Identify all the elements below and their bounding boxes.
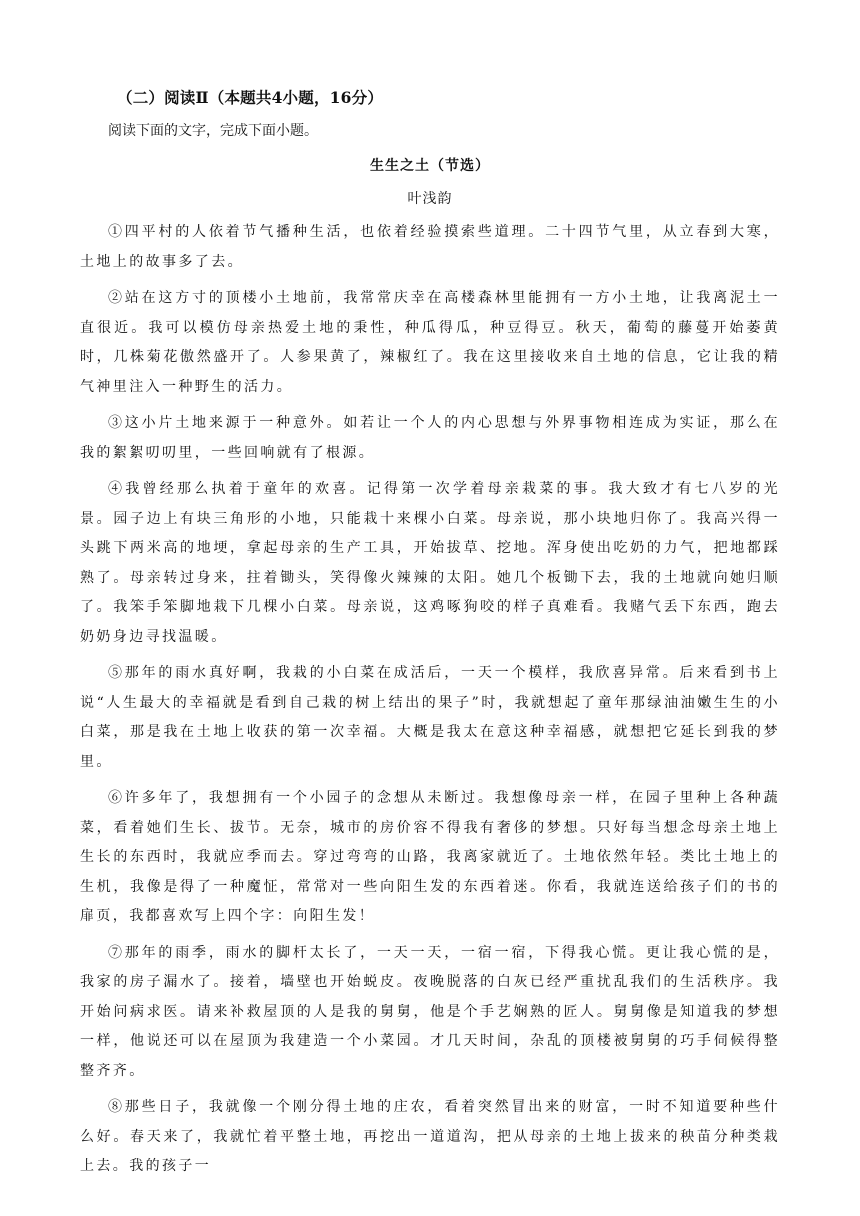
article-title: 生生之土（节选） <box>370 158 490 174</box>
reading-instruction: 阅读下面的文字，完成下面小题。 <box>108 123 318 139</box>
section-heading: （二）阅读Ⅱ（本题共4小题，16分） <box>117 88 384 107</box>
paragraph-1: ①四平村的人依着节气播种生活，也依着经验摸索些道理。二十四节气里，从立春到大寒，土地上的故事多了去。 <box>80 224 780 270</box>
paragraph-3: ③这小片土地来源于一种意外。如若让一个人的内心思想与外界事物相连成为实证，那么在我的絮絮叨叨里，一些回响就有了根源。 <box>80 415 780 461</box>
paragraph-2: ②站在这方寸的顶楼小土地前，我常常庆幸在高楼森林里能拥有一方小土地，让我离泥土一直很近。我可以模仿母亲热爱土地的秉性，种瓜得瓜，种豆得豆。秋天，葡萄的藤蔓开始萎黄时，几株菊花傲然盛开了。人参果黄了，辣椒红了。我在这里接收来自土地的信息，它让我的精气神里注入一种野生的活力。 <box>80 290 780 395</box>
article-author: 叶浅韵 <box>407 191 453 207</box>
paragraph-5: ⑤那年的雨水真好啊，我栽的小白菜在成活后，一天一个模样，我欣喜异常。后来看到书上说“人生最大的幸福就是看到自己栽的树上结出的果子”时，我就想起了童年那绿油油嫩生生的小白菜，那是我在土地上收获的第一次幸福。大概是我太在意这种幸福感，就想把它延长到我的梦里。 <box>80 665 780 770</box>
paragraph-6: ⑥许多年了，我想拥有一个小园子的念想从未断过。我想像母亲一样，在园子里种上各种蔬菜，看着她们生长、拔节。无奈，城市的房价容不得我有奢侈的梦想。只好每当想念母亲土地上生长的东西时，我就应季而去。穿过弯弯的山路，我离家就近了。土地依然年轻。类比土地上的生机，我像是得了一种魔怔，常常对一些向阳生发的东西着迷。你看，我就连送给孩子们的书的扉页，我都喜欢写上四个字：向阳生发！ <box>80 790 780 924</box>
paragraph-4: ④我曾经那么执着于童年的欢喜。记得第一次学着母亲栽菜的事。我大致才有七八岁的光景。园子边上有块三角形的小地，只能栽十来棵小白菜。母亲说，那小块地归你了。我高兴得一头跳下两米高的地埂，拿起母亲的生产工具，开始拔草、挖地。浑身使出吃奶的力气，把地都踩熟了。母亲转过身来，拄着锄头，笑得像火辣辣的太阳。她几个板锄下去，我的土地就向她归顺了。我笨手笨脚地栽下几棵小白菜。母亲说，这鸡啄狗咬的样子真难看。我赌气丢下东西，跑去奶奶身边寻找温暖。 <box>80 481 780 645</box>
article-body <box>80 218 780 1189</box>
paragraph-7: ⑦那年的雨季，雨水的脚杆太长了，一天一天，一宿一宿，下得我心慌。更让我心慌的是，我家的房子漏水了。接着，墙壁也开始蜕皮。夜晚脱落的白灰已经严重扰乱我们的生活秩序。我开始问病求医。请来补救屋顶的人是我的舅舅，他是个手艺娴熟的匠人。舅舅像是知道我的梦想一样，他说还可以在屋顶为我建造一个小菜园。才几天时间，杂乱的顶楼被舅舅的巧手伺候得整整齐齐。 <box>80 944 780 1079</box>
paragraph-8: ⑧那些日子，我就像一个刚分得土地的庄农，看着突然冒出来的财富，一时不知道要种些什么好。春天来了，我就忙着平整土地，再挖出一道道沟，把从母亲的土地上拔来的秧苗分种类栽上去。我的孩子一 <box>80 1099 780 1174</box>
